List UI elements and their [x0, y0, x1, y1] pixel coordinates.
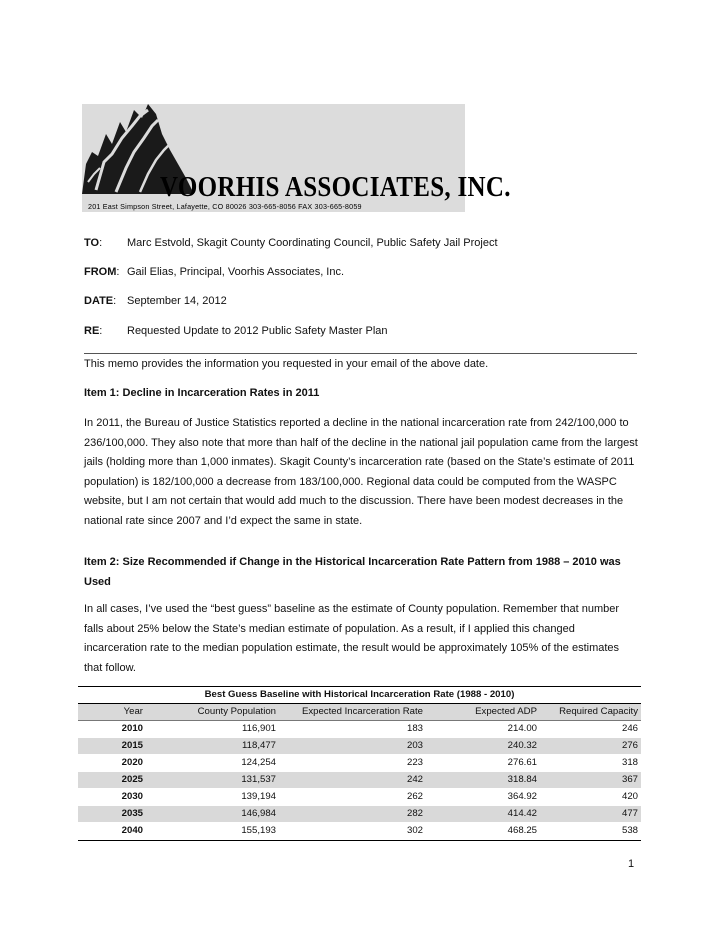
- memo-date-line: DATE: September 14, 2012: [84, 295, 227, 307]
- cell-capacity: 367: [621, 774, 638, 785]
- table-row: [78, 823, 641, 840]
- cell-rate: 242: [406, 774, 423, 785]
- cell-capacity: 318: [621, 757, 638, 768]
- cell-population: 118,477: [242, 740, 276, 751]
- cell-population: 146,984: [241, 808, 276, 819]
- cell-year: 2020: [121, 757, 143, 768]
- table-row: [78, 755, 641, 772]
- cell-capacity: 276: [621, 740, 638, 751]
- table-row: [78, 806, 641, 823]
- cell-adp: 364.92: [507, 791, 537, 802]
- memo-from-line: FROM: Gail Elias, Principal, Voorhis Associates, Inc.: [84, 266, 345, 278]
- from-label: FROM: [84, 266, 117, 278]
- item2-paragraph: In all cases, I’ve used the “best guess” baseline as the estimate of County population. Remember that number falls about 25% below the State’s median estimate of population. As a result, if I applied this changed incarceration rate to the median population estimate, the result would be approximately 105% of the estimates that follow.: [84, 603, 620, 674]
- memo-re-line: RE: Requested Update to 2012 Public Safety Master Plan: [84, 325, 388, 337]
- cell-adp: 468.25: [507, 825, 537, 836]
- page-number: 1: [628, 858, 635, 870]
- item2-heading: Item 2: Size Recommended if Change in the Historical Incarceration Rate Pattern from 1988 – 2010 was Used: [84, 556, 621, 588]
- item1-heading: Item 1: Decline in Incarceration Rates in 2011: [84, 387, 320, 399]
- table-row: [78, 738, 641, 755]
- date-value: September 14, 2012: [127, 295, 227, 307]
- cell-population: 139,194: [241, 791, 276, 802]
- cell-year: 2040: [121, 825, 143, 836]
- header-incarceration-rate: Expected Incarceration Rate: [301, 706, 423, 717]
- table-header-row: [78, 704, 641, 721]
- header-year: Year: [123, 706, 143, 717]
- company-logo: [82, 104, 511, 212]
- memo-to-line: TO: Marc Estvold, Skagit County Coordinating Council, Public Safety Jail Project: [84, 237, 498, 249]
- cell-adp: 240.32: [507, 740, 537, 751]
- cell-population: 155,193: [241, 825, 276, 836]
- cell-capacity: 477: [621, 808, 638, 819]
- cell-year: 2030: [121, 791, 143, 802]
- cell-rate: 183: [406, 723, 423, 734]
- to-label: TO: [84, 237, 100, 249]
- cell-rate: 282: [406, 808, 423, 819]
- to-value: Marc Estvold, Skagit County Coordinating Council, Public Safety Jail Project: [127, 237, 498, 249]
- cell-year: 2025: [121, 774, 143, 785]
- cell-year: 2035: [121, 808, 143, 819]
- cell-rate: 262: [406, 791, 423, 802]
- cell-year: 2010: [121, 723, 143, 734]
- cell-adp: 276.61: [507, 757, 537, 768]
- capacity-table: [78, 686, 641, 841]
- re-value: Requested Update to 2012 Public Safety Master Plan: [127, 325, 388, 337]
- table-row: [78, 772, 641, 789]
- table-title: Best Guess Baseline with Historical Incarceration Rate (1988 - 2010): [78, 687, 641, 704]
- cell-year: 2015: [121, 740, 143, 751]
- re-label: RE: [84, 325, 100, 337]
- header-divider: [84, 353, 637, 354]
- cell-population: 116,901: [242, 723, 276, 734]
- cell-population: 131,537: [241, 774, 276, 785]
- intro-paragraph: This memo provides the information you requested in your email of the above date.: [84, 358, 489, 370]
- cell-adp: 414.42: [507, 808, 537, 819]
- company-name: VOORHIS ASSOCIATES, INC.: [160, 172, 511, 204]
- cell-capacity: 420: [621, 791, 638, 802]
- cell-rate: 223: [406, 757, 423, 768]
- header-required-capacity: Required Capacity: [559, 706, 638, 717]
- from-value: Gail Elias, Principal, Voorhis Associates, Inc.: [127, 266, 345, 278]
- cell-adp: 214.00: [507, 723, 537, 734]
- date-label: DATE: [84, 295, 114, 307]
- company-address: 201 East Simpson Street, Lafayette, CO 80026 303-665-8056 FAX 303-665-8059: [88, 202, 362, 211]
- item1-paragraph: In 2011, the Bureau of Justice Statistics reported a decline in the national incarceration rate from 242/100,000 to 236/100,000. They also note that more than half of the decline in the national jail population came from the largest jails (holding more than 1,000 inmates). Skagit County’s incarceration rate (based on the State’s estimate of 2011 population) is 182/100,000 a decrease from 183/100,000. Regional data could be computed from the WASPC website, but I am not certain that would add much to the discussion. There have been modest decreases in the national rate since 2007 and I’d expect the same in state.: [84, 417, 638, 527]
- cell-population: 124,254: [241, 757, 276, 768]
- cell-rate: 302: [406, 825, 423, 836]
- cell-capacity: 538: [621, 825, 638, 836]
- table-row: [78, 789, 641, 806]
- header-county-population: County Population: [197, 706, 276, 717]
- cell-adp: 318.84: [507, 774, 537, 785]
- cell-rate: 203: [406, 740, 423, 751]
- table-row: [78, 721, 641, 738]
- cell-capacity: 246: [621, 723, 638, 734]
- header-expected-adp: Expected ADP: [475, 706, 537, 717]
